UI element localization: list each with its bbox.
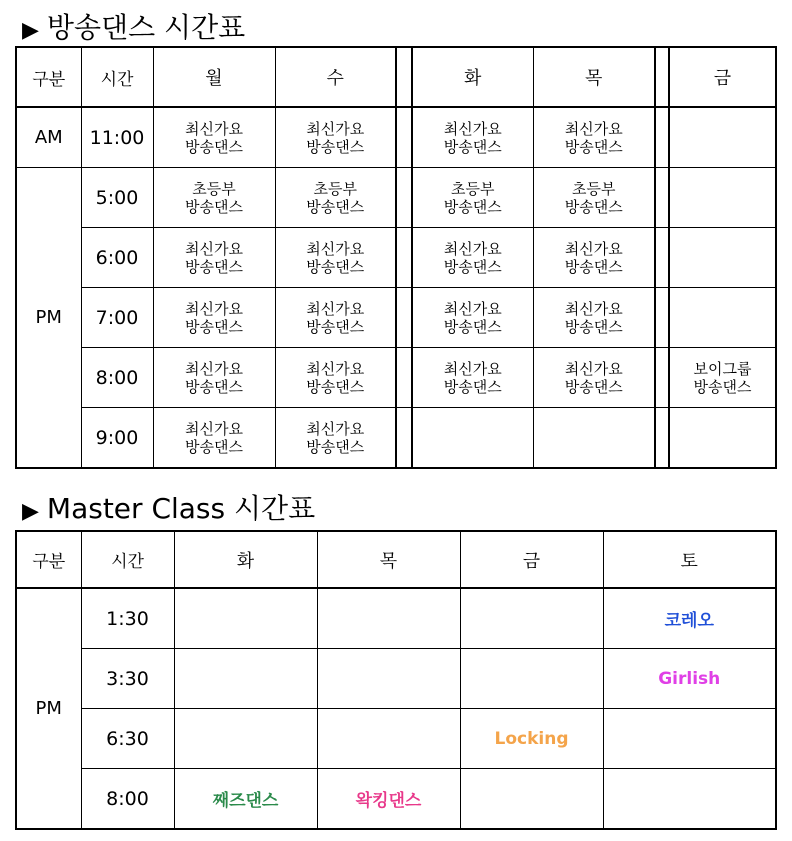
- header-tue: 화: [412, 47, 533, 107]
- time-cell: 6:30: [81, 709, 174, 769]
- table-row: [16, 649, 776, 709]
- class-cell-choreo: 코레오: [603, 588, 776, 649]
- header-time: 시간: [81, 47, 153, 107]
- table-row: [16, 348, 776, 408]
- class-cell: 최신가요 방송댄스: [412, 288, 533, 348]
- class-cell: [669, 228, 776, 288]
- column-gap: [396, 107, 412, 168]
- column-gap: [396, 408, 412, 469]
- class-cell: [412, 408, 533, 469]
- master-class-table: [15, 530, 777, 830]
- time-cell: 9:00: [81, 408, 153, 469]
- table-row: [16, 228, 776, 288]
- class-cell: 최신가요 방송댄스: [153, 228, 275, 288]
- column-gap: [655, 168, 669, 228]
- time-cell: 8:00: [81, 348, 153, 408]
- class-cell: [174, 649, 317, 709]
- column-gap: [655, 408, 669, 469]
- column-gap: [396, 168, 412, 228]
- column-gap: [396, 47, 412, 107]
- table-row: [16, 168, 776, 228]
- schedule-title-masterclass: [22, 487, 315, 527]
- time-cell: 8:00: [81, 769, 174, 830]
- class-cell: 최신가요 방송댄스: [533, 348, 655, 408]
- class-cell: 최신가요 방송댄스: [275, 348, 396, 408]
- class-cell: 보이그룹 방송댄스: [669, 348, 776, 408]
- class-cell: [533, 408, 655, 469]
- class-cell-waacking: 왁킹댄스: [317, 769, 460, 830]
- header-wed: 수: [275, 47, 396, 107]
- triangle-icon: ▶: [22, 499, 39, 524]
- class-cell: 최신가요 방송댄스: [153, 408, 275, 469]
- class-cell: [317, 588, 460, 649]
- column-gap: [655, 228, 669, 288]
- header-time: 시간: [81, 531, 174, 588]
- table-row: [16, 408, 776, 469]
- class-cell: 최신가요 방송댄스: [275, 408, 396, 469]
- period-pm: PM: [16, 168, 81, 469]
- period-am: AM: [16, 107, 81, 168]
- broadcast-dance-table: [15, 46, 777, 469]
- column-gap: [396, 348, 412, 408]
- header-thu: 목: [533, 47, 655, 107]
- time-cell: 3:30: [81, 649, 174, 709]
- time-cell: 11:00: [81, 107, 153, 168]
- header-category: 구분: [16, 531, 81, 588]
- class-cell: 최신가요 방송댄스: [412, 348, 533, 408]
- title-text: Master Class 시간표: [46, 492, 316, 525]
- class-cell: [460, 769, 603, 830]
- time-cell: 6:00: [81, 228, 153, 288]
- header-fri: 금: [460, 531, 603, 588]
- class-cell: 최신가요 방송댄스: [533, 288, 655, 348]
- header-thu: 목: [317, 531, 460, 588]
- class-cell: 최신가요 방송댄스: [153, 288, 275, 348]
- class-cell: [460, 649, 603, 709]
- column-gap: [655, 47, 669, 107]
- title-text: 방송댄스 시간표: [46, 11, 246, 44]
- table-row: [16, 588, 776, 649]
- class-cell: [669, 408, 776, 469]
- table-row: [16, 769, 776, 830]
- class-cell: [669, 168, 776, 228]
- class-cell: [603, 769, 776, 830]
- column-gap: [396, 288, 412, 348]
- column-gap: [655, 348, 669, 408]
- class-cell: 최신가요 방송댄스: [275, 288, 396, 348]
- header-sat: 토: [603, 531, 776, 588]
- period-pm: PM: [16, 588, 81, 829]
- class-cell-jazz: 째즈댄스: [174, 769, 317, 830]
- class-cell: 초등부 방송댄스: [153, 168, 275, 228]
- class-cell: [174, 588, 317, 649]
- header-tue: 화: [174, 531, 317, 588]
- header-row: [16, 47, 776, 107]
- table-row: [16, 107, 776, 168]
- column-gap: [396, 228, 412, 288]
- schedule-title-broadcast: [22, 6, 245, 46]
- time-cell: 1:30: [81, 588, 174, 649]
- class-cell: 초등부 방송댄스: [275, 168, 396, 228]
- class-cell-girlish: Girlish: [603, 649, 776, 709]
- column-gap: [655, 288, 669, 348]
- class-cell: [669, 107, 776, 168]
- triangle-icon: ▶: [22, 18, 39, 43]
- table-row: [16, 709, 776, 769]
- class-cell: 최신가요 방송댄스: [533, 228, 655, 288]
- class-cell: [460, 588, 603, 649]
- class-cell: 최신가요 방송댄스: [153, 107, 275, 168]
- time-cell: 5:00: [81, 168, 153, 228]
- class-cell: [174, 709, 317, 769]
- class-cell-locking: Locking: [460, 709, 603, 769]
- class-cell: 최신가요 방송댄스: [412, 107, 533, 168]
- header-fri: 금: [669, 47, 776, 107]
- class-cell: 최신가요 방송댄스: [412, 228, 533, 288]
- class-cell: 최신가요 방송댄스: [275, 228, 396, 288]
- class-cell: 최신가요 방송댄스: [153, 348, 275, 408]
- class-cell: [603, 709, 776, 769]
- class-cell: 최신가요 방송댄스: [275, 107, 396, 168]
- class-cell: 초등부 방송댄스: [412, 168, 533, 228]
- table-row: [16, 288, 776, 348]
- class-cell: [317, 649, 460, 709]
- header-category: 구분: [16, 47, 81, 107]
- time-cell: 7:00: [81, 288, 153, 348]
- class-cell: 최신가요 방송댄스: [533, 107, 655, 168]
- class-cell: 초등부 방송댄스: [533, 168, 655, 228]
- class-cell: [317, 709, 460, 769]
- column-gap: [655, 107, 669, 168]
- header-row: [16, 531, 776, 588]
- header-mon: 월: [153, 47, 275, 107]
- class-cell: [669, 288, 776, 348]
